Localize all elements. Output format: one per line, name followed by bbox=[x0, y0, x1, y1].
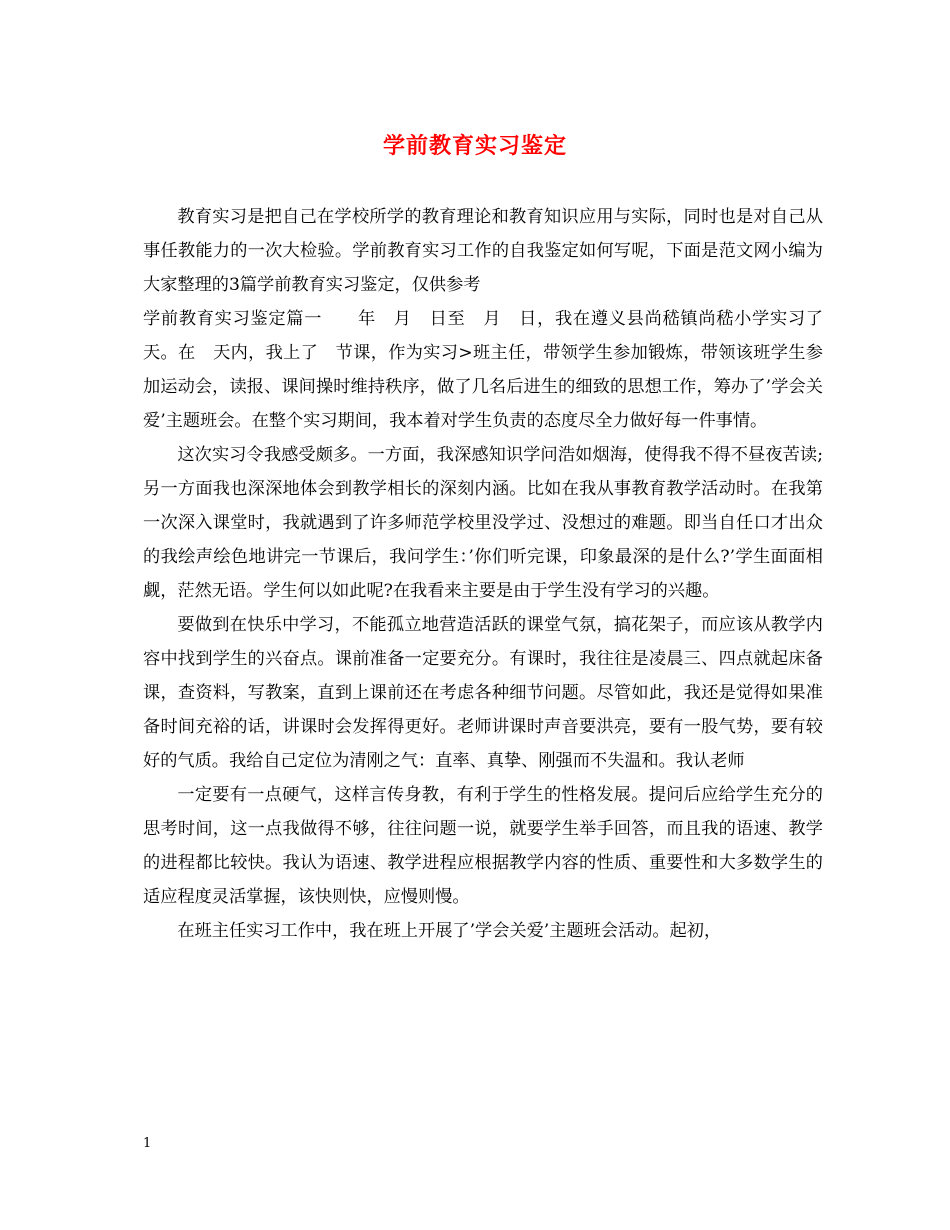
document-body bbox=[143, 200, 841, 948]
paragraph-section-one: 学前教育实习鉴定篇一 年 月 日至 月 日，我在遵义县尚嵇镇尚嵇小学实习了 天。在 天内，我上了 节课，作为实习>班主任，带领学生参加锻炼，带领该班学生参加运动会，读报、课间操时维持秩序，做了几名后进生的细致的思想工作，筹办了’学会关爱’主题班会。在整个实习期间，我本着对学生负责的态度尽全力做好每一件事情。 bbox=[143, 309, 841, 431]
paragraph-reflection: 这次实习令我感受颇多。一方面，我深感知识学问浩如烟海，使得我不得不昼夜苦读;另一方面我也深深地体会到教学相长的深刻内涵。比如在我从事教育教学活动时。在我第一次深入课堂时，我就遇到了许多师范学校里没学过、没想过的难题。即当自任口才出众的我绘声绘色地讲完一节课后，我问学生：’你们听完课，印象最深的是什么?’学生面面相觑，茫然无语。学生何以如此呢?在我看来主要是由于学生没有学习的兴趣。 bbox=[143, 445, 823, 601]
document-title: 学前教育实习鉴定 bbox=[382, 133, 567, 159]
paragraph-class-activity: 在班主任实习工作中，我在班上开展了’学会关爱’主题班会活动。起初， bbox=[177, 921, 722, 941]
paragraph-teacher-character: 一定要有一点硬气，这样言传身教，有利于学生的性格发展。提问后应给学生充分的思考时间，这一点我做得不够，往往问题一说，就要学生举手回答，而且我的语速、教学的进程都比较快。我认为语速、教学进程应根据教学内容的性质、重要性和大多数学生的适应程度灵活掌握，该快则快，应慢则慢。 bbox=[143, 785, 823, 907]
page-number: 1 bbox=[143, 1136, 152, 1151]
paragraph-intro: 教育实习是把自己在学校所学的教育理论和教育知识应用与实际，同时也是对自己从事任教能力的一次大检验。学前教育实习工作的自我鉴定如何写呢，下面是范文网小编为大家整理的3篇学前教育实习鉴定，仅供参考 bbox=[143, 207, 823, 295]
paragraph-teaching-method: 要做到在快乐中学习，不能孤立地营造活跃的课堂气氛，搞花架子，而应该从教学内容中找到学生的兴奋点。课前准备一定要充分。有课时，我往往是凌晨三、四点就起床备课，查资料，写教案，直到上课前还在考虑各种细节问题。尽管如此，我还是觉得如果准备时间充裕的话，讲课时会发挥得更好。老师讲课时声音要洪亮，要有一股气势，要有较好的气质。我给自己定位为清刚之气：直率、真挚、刚强而不失温和。我认老师 bbox=[143, 615, 823, 771]
